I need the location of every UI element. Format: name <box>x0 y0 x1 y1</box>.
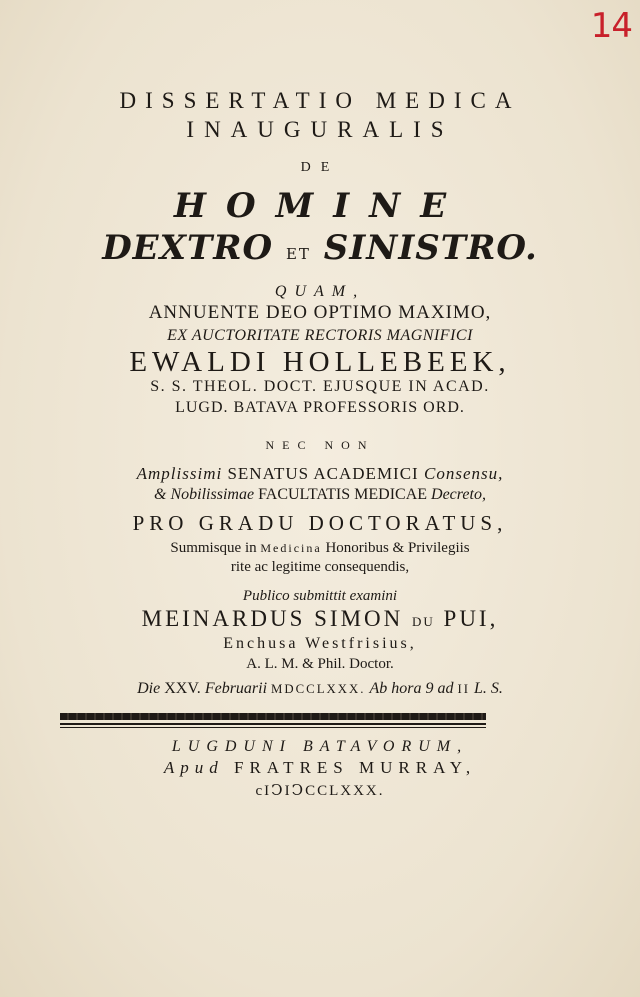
date-d: MDCCLXXX. <box>271 682 366 696</box>
rector-name: EWALDI HOLLEBEEK, <box>129 346 511 378</box>
rule-thin-2 <box>60 727 486 728</box>
quam: QUAM, <box>274 283 366 300</box>
imprint-printers-line <box>0 758 640 778</box>
date-line <box>0 680 640 698</box>
rector-title-2: LUGD. BATAVA PROFESSORIS ORD. <box>175 399 465 416</box>
summisque-c: Honoribus & Privilegiis <box>325 540 470 556</box>
date-b: XXV. <box>164 680 201 697</box>
author-du: DU <box>412 614 435 629</box>
title-line-2: INAUGURALIS <box>186 117 454 142</box>
subject-dextro: DEXTRO <box>102 228 274 268</box>
facultas-line <box>0 486 640 504</box>
date-a: Die <box>137 680 161 697</box>
author-b: PUI, <box>443 606 499 631</box>
senatus-a: Amplissimi <box>136 464 223 483</box>
imprint-place: LUGDUNI BATAVORUM, <box>171 738 469 755</box>
ornamental-rule <box>60 713 486 720</box>
subject-et: ET <box>285 245 311 263</box>
library-number: 14 <box>590 6 632 46</box>
title-line-1: DISSERTATIO MEDICA <box>119 88 521 113</box>
author-a: MEINARDUS SIMON <box>141 606 404 631</box>
date-c: Februarii <box>204 680 268 697</box>
facultas-b: FACULTATIS MEDICAE <box>258 486 428 503</box>
ex-auctoritate-line: EX AUCTORITATE RECTORIS MAGNIFICI <box>167 327 473 344</box>
summisque-a: Summisque in <box>170 540 257 556</box>
date-f: II <box>457 682 470 696</box>
imprint-apud: Apud <box>163 758 224 777</box>
annuente-line: ANNUENTE DEO OPTIMO MAXIMO, <box>148 302 492 323</box>
date-g: L. S. <box>474 680 503 697</box>
rite-line: rite ac legitime consequendis, <box>230 559 410 575</box>
degrees-line: A. L. M. & Phil. Doctor. <box>246 656 394 672</box>
subject-line-2 <box>0 228 640 268</box>
senatus-line <box>0 464 640 484</box>
facultas-a: & Nobilissimae <box>154 486 255 503</box>
summisque-b: Medicina <box>260 541 322 555</box>
senatus-b: SENATUS ACADEMICI <box>227 464 419 483</box>
senatus-c: Consensu, <box>423 464 504 483</box>
publico-line: Publico submittit examini <box>242 588 398 604</box>
rule-thin-1 <box>60 723 486 725</box>
summisque-line <box>0 540 640 557</box>
title-de: DE <box>300 160 340 175</box>
date-e: Ab hora 9 ad <box>369 680 454 697</box>
facultas-c: Decreto, <box>431 486 486 503</box>
imprint-year: cIↃIↃCCLXXX. <box>255 783 385 799</box>
imprint-printers: FRATRES MURRAY, <box>234 758 477 777</box>
subject-sinistro: SINISTRO. <box>323 228 538 268</box>
author-line <box>0 606 640 632</box>
pro-gradu-line: PRO GRADU DOCTORATUS, <box>132 511 508 535</box>
subject-line-1: HOMINE <box>173 186 467 226</box>
nec-non: NEC NON <box>265 438 375 452</box>
rector-title-1: S. S. THEOL. DOCT. EJUSQUE IN ACAD. <box>150 378 490 395</box>
origin-line: Enchusa Westfrisius, <box>223 635 417 652</box>
